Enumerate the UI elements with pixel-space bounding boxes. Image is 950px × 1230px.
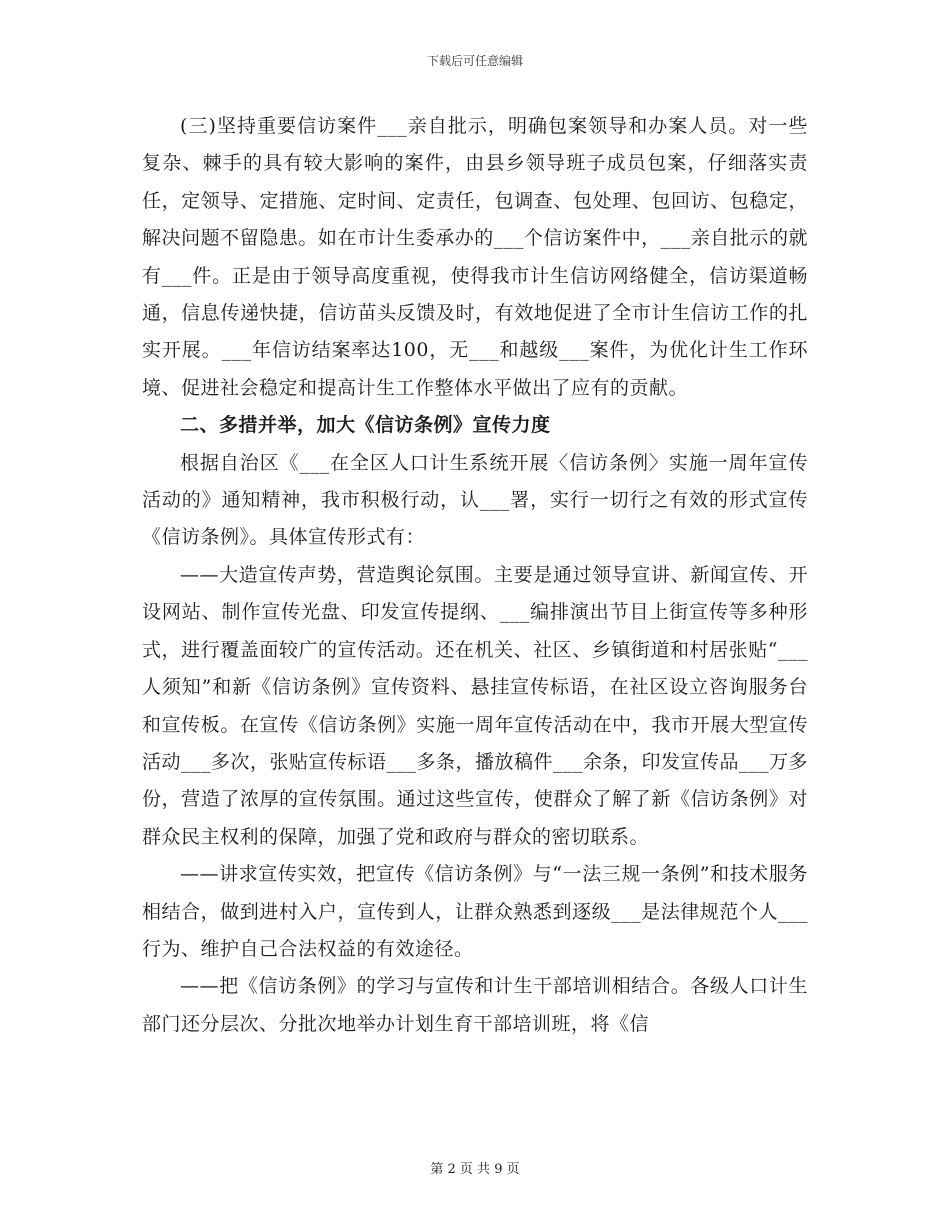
page-number: 第 2 页 共 9 页 [430, 1162, 520, 1177]
paragraph-publicity-momentum: ——大造宣传声势，营造舆论氛围。主要是通过领导宣讲、新闻宣传、开设网站、制作宣传光盘、印发宣传提纲、___编排演出节目上街宣传等多种形式，进行覆盖面较广的宣传活动。还在机关、社区、乡镇街道和村居张贴“___人须知”和新《信访条例》宣传资料、悬挂宣传标语，在社区设立咨询服务台和宣传板。在宣传《信访条例》实施一周年宣传活动在中，我市开展大型宣传活动___多次，张贴宣传标语___多条，播放稿件___余条，印发宣传品___万多份，营造了浓厚的宣传氛围。通过这些宣传，使群众了解了新《信访条例》对群众民主权利的保障，加强了党和政府与群众的密切联系。 [142, 563, 809, 848]
document-body [142, 108, 808, 1043]
paragraph-leadership-instructions: (三)坚持重要信访案件___亲自批示，明确包案领导和办案人员。对一些复杂、棘手的具有较大影响的案件，由县乡领导班子成员包案，仔细落实责任，定领导、定措施、定时间、定责任，包调查、包处理、包回访、包稳定，解决问题不留隐患。如在市计生委承办的___个信访案件中，___亲自批示的就有___件。正是由于领导高度重视，使得我市计生信访网络健全，信访渠道畅通，信息传递快捷，信访苗头反馈及时，有效地促进了全市计生信访工作的扎实开展。___年信访结案率达100，无___和越级___案件，为优化计生工作环境、促进社会稳定和提高计生工作整体水平做出了应有的贡献。 [142, 115, 808, 399]
paragraph-regional-notice: 根据自治区《___在全区人口计生系统开展〈信访条例〉实施一周年宣传活动的》通知精神，我市积极行动，认___署，实行一切行之有效的形式宣传《信访条例》。具体宣传形式有： [142, 451, 808, 549]
section-heading-publicity: 二、多措并举，加大《信访条例》宣传力度 [180, 414, 551, 437]
page-header-note: 下载后可任意编辑 [426, 54, 523, 68]
paragraph-cadre-training: ——把《信访条例》的学习与宣传和计生干部培训相结合。各级人口计生部门还分层次、分批次地举办计划生育干部培训班，将《信 [142, 975, 808, 1035]
paragraph-publicity-effectiveness: ——讲求宣传实效，把宣传《信访条例》与“一法三规一条例”和技术服务相结合，做到进村入户，宣传到人，让群众熟悉到逐级___是法律规范个人___行为、维护自己合法权益的有效途径。 [142, 863, 808, 960]
